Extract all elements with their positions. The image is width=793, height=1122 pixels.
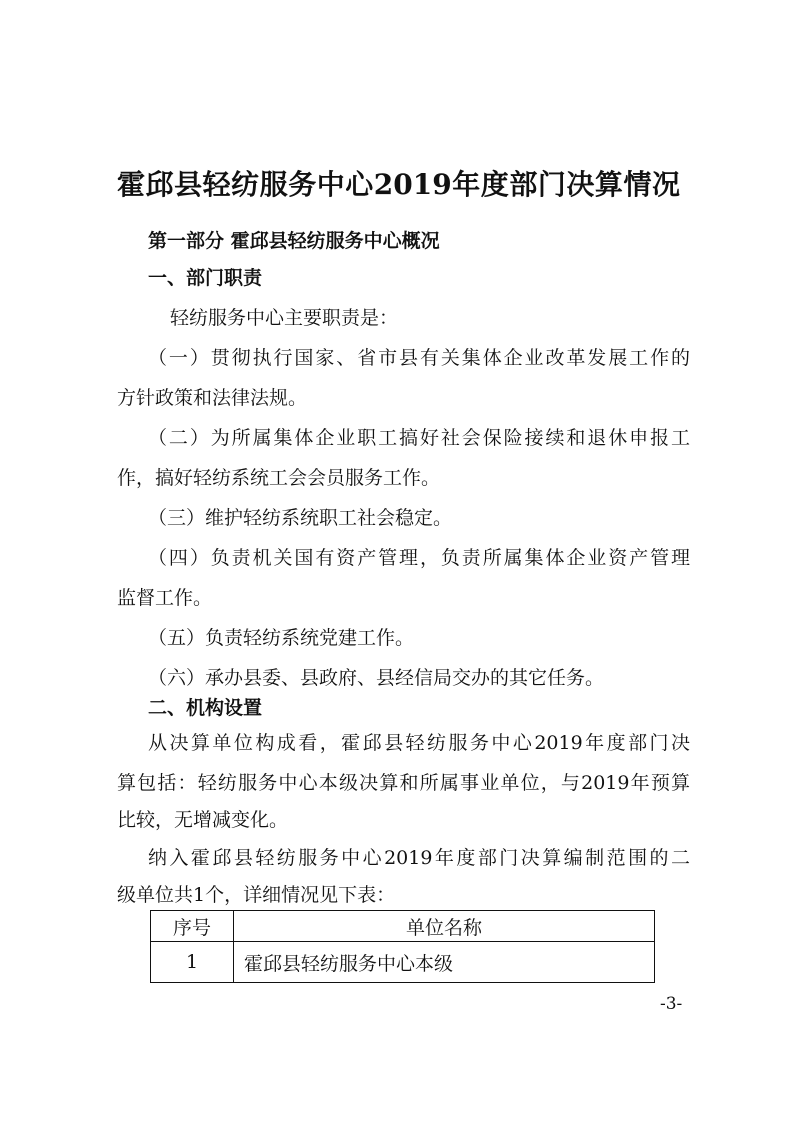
- paragraph-line: （二）为所属集体企业职工搞好社会保险接续和退休申报工: [148, 427, 690, 449]
- paragraph-line: 级单位共1个，详细情况见下表：: [117, 884, 396, 906]
- paragraph-line: 作，搞好轻纺系统工会会员服务工作。: [117, 467, 441, 489]
- page-number: -3-: [660, 994, 683, 1014]
- paragraph-line: （四）负责机关国有资产管理，负责所属集体企业资产管理: [148, 547, 690, 569]
- paragraph-line: （六）承办县委、县政府、县经信局交办的其它任务。: [148, 667, 605, 689]
- paragraph-line: 从决算单位构成看，霍邱县轻纺服务中心2019年度部门决: [148, 732, 690, 754]
- units-table: [150, 910, 655, 983]
- paragraph-line: （三）维护轻纺系统职工社会稳定。: [148, 507, 453, 529]
- duties-intro: 轻纺服务中心主要职责是：: [170, 307, 399, 329]
- cell-index: 1: [151, 942, 234, 983]
- paragraph-line: 纳入霍邱县轻纺服务中心2019年度部门决算编制范围的二: [148, 847, 690, 869]
- paragraph-line: 比较，无增减变化。: [117, 809, 289, 831]
- part-heading: 第一部分 霍邱县轻纺服务中心概况: [148, 230, 440, 252]
- cell-unit-name: 霍邱县轻纺服务中心本级: [234, 942, 655, 983]
- header-index: 序号: [151, 911, 234, 942]
- header-unit-name: 单位名称: [234, 911, 655, 942]
- paragraph-line: 算包括：轻纺服务中心本级决算和所属事业单位，与2019年预算: [117, 772, 690, 794]
- section-heading-duties: 一、部门职责: [148, 267, 263, 289]
- paragraph-line: （五）负责轻纺系统党建工作。: [148, 627, 415, 649]
- document-title: 霍邱县轻纺服务中心2019年度部门决算情况: [117, 168, 680, 201]
- paragraph-line: 方针政策和法律法规。: [117, 387, 308, 409]
- section-heading-structure: 二、机构设置: [148, 697, 263, 719]
- paragraph-line: （一）贯彻执行国家、省市县有关集体企业改革发展工作的: [148, 347, 690, 369]
- table-row: [151, 942, 655, 983]
- paragraph-line: 监督工作。: [117, 587, 213, 609]
- table-header-row: [151, 911, 655, 942]
